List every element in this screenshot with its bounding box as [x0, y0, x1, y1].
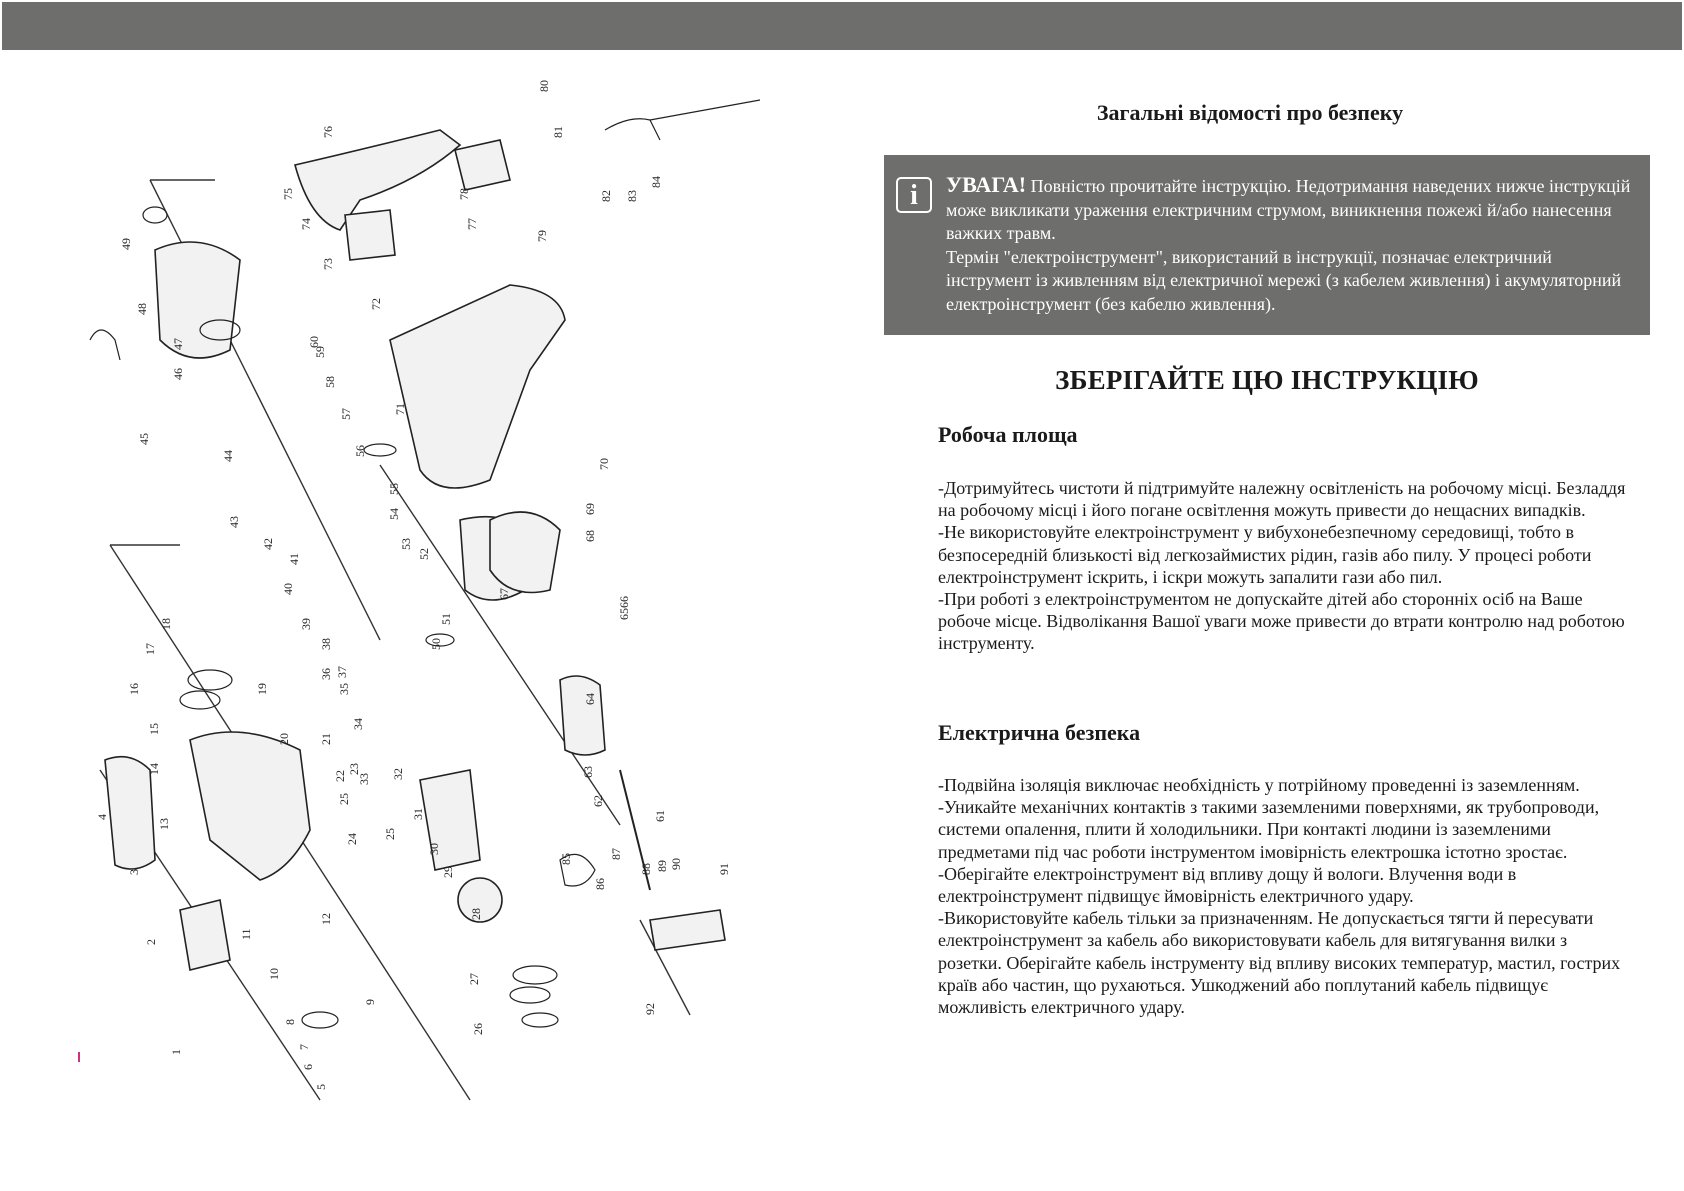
warning-label: УВАГА!	[946, 172, 1027, 197]
part-label: 91	[717, 863, 731, 875]
part-label: 37	[335, 666, 349, 678]
part-label: 42	[261, 538, 275, 550]
part-label: 86	[593, 878, 607, 890]
part-label: 34	[351, 718, 365, 730]
part-label: 4	[95, 814, 109, 820]
part-label: 60	[307, 336, 321, 348]
part-label: 56	[353, 445, 367, 457]
part-label: 78	[457, 188, 471, 200]
warning-text-1: Повністю прочитайте інструкцію. Недотримання наведених нижче інструкцій може викликати ураження електричним струмом, виникнення пожежі й/або нанесення важких травм.	[946, 176, 1631, 243]
part-label: 25	[383, 828, 397, 840]
part-label: 44	[221, 450, 235, 462]
part-label: 47	[171, 338, 185, 350]
part-label: 55	[387, 483, 401, 495]
part-label: 26	[471, 1023, 485, 1035]
part-label: 77	[465, 218, 479, 230]
paragraph: -Не використовуйте електроінструмент у вибухонебезпечному середовищі, тобто в безпосередній близькості від легкозаймистих рідин, газів або пилу. У процесі роботи електроінструмент іскрить, і іскри можуть запалити гази або пил.	[938, 522, 1592, 587]
part-label: 49	[119, 238, 133, 250]
electrical-safety-text	[938, 774, 1628, 1018]
part-label: 18	[159, 618, 173, 630]
paragraph: -Подвійна ізоляція виключає необхідність у потрійному проведенні із заземленням.	[938, 775, 1580, 795]
part-label: 5	[314, 1084, 328, 1090]
part-label: 28	[469, 908, 483, 920]
part-label: 43	[227, 516, 241, 528]
part-label: 30	[427, 843, 441, 855]
part-label: 33	[357, 773, 371, 785]
part-label: 25	[337, 793, 351, 805]
part-label: 35	[337, 683, 351, 695]
paragraph: -Дотримуйтесь чистоти й підтримуйте належну освітленість на робочому місці. Безладдя на робочому місці і його погане освітлення можуть привести до нещасних випадків.	[938, 478, 1626, 521]
part-label: 90	[669, 858, 683, 870]
header-bar	[2, 2, 1682, 50]
part-label: 92	[643, 1003, 657, 1015]
part-label: 7	[297, 1044, 311, 1050]
part-label: 69	[583, 503, 597, 515]
part-label: 64	[583, 693, 597, 705]
part-label: 11	[239, 928, 253, 940]
part-label: 13	[157, 818, 171, 830]
part-label: 14	[147, 763, 161, 775]
part-label: 80	[537, 80, 551, 92]
part-label: 79	[535, 230, 549, 242]
part-label: 54	[387, 508, 401, 520]
part-label: 12	[319, 913, 333, 925]
part-label: 73	[321, 258, 335, 270]
part-label: 61	[653, 810, 667, 822]
paragraph: -Оберігайте електроінструмент від впливу дощу й вологи. Влучення води в електроінструмент підвищує ймовірність електричного удару.	[938, 863, 1517, 907]
part-label: 85	[559, 853, 573, 865]
paragraph: -Уникайте механічних контактів з такими заземленими поверхнями, як трубопроводи, системи опалення, плити й холодильники. При контакті людини із заземленими предметами під час роботи інструментом імовірність електрошка істотно зростає.	[938, 797, 1600, 862]
page-mark	[78, 1052, 80, 1062]
paragraph: -Використовуйте кабель тільки за призначенням. Не допускається тягти й пересувати електроінструмент за кабель або використовувати кабель для витягування вилки з розетки. Оберігайте кабель інструменту від впливу високих температур, мастил, гострих країв або частин, що рухаються. Ушкоджений або поплутаний кабель підвищує можливість електричного удару.	[938, 908, 1621, 1018]
part-label: 66	[617, 596, 631, 608]
part-label: 40	[281, 583, 295, 595]
part-label: 8	[283, 1019, 297, 1025]
parts-diagram-svg	[60, 70, 780, 1110]
exploded-parts-diagram	[60, 70, 780, 1110]
part-label: 27	[467, 973, 481, 985]
part-label: 46	[171, 368, 185, 380]
part-label: 41	[287, 553, 301, 565]
work-area-text	[938, 477, 1628, 655]
part-label: 10	[267, 968, 281, 980]
part-label: 29	[441, 866, 455, 878]
part-label: 88	[639, 863, 653, 875]
part-label: 1	[169, 1049, 183, 1055]
part-label: 82	[599, 190, 613, 202]
part-label: 3	[127, 869, 141, 875]
warning-text-2: Термін "електроінструмент", використаний в інструкції, позначає електричний інструмент із живленням від електричної мережі (з кабелем живлення) і акумуляторний електроінструмент (без кабелю живлення).	[946, 246, 1622, 314]
part-label: 67	[497, 588, 511, 600]
part-label: 75	[281, 188, 295, 200]
part-label: 15	[147, 723, 161, 735]
part-label: 62	[591, 795, 605, 807]
part-label: 58	[323, 376, 337, 388]
part-label: 31	[411, 808, 425, 820]
part-label: 50	[429, 638, 443, 650]
part-label: 72	[369, 298, 383, 310]
part-label: 20	[277, 733, 291, 745]
part-label: 21	[319, 733, 333, 745]
part-label: 59	[313, 346, 327, 358]
part-label: 53	[399, 538, 413, 550]
part-label: 23	[347, 763, 361, 775]
part-label: 38	[319, 638, 333, 650]
part-label: 83	[625, 190, 639, 202]
part-label: 2	[144, 939, 158, 945]
part-label: 16	[127, 683, 141, 695]
section-title-general-safety: Загальні відомості про безпеку	[1096, 100, 1404, 125]
part-label: 32	[391, 768, 405, 780]
heading-electrical-safety: Електрична безпека	[938, 720, 1141, 745]
part-label: 57	[339, 408, 353, 420]
part-label: 36	[319, 668, 333, 680]
warning-text	[946, 173, 1636, 316]
heading-work-area: Робоча площа	[938, 422, 1078, 447]
part-label: 68	[583, 530, 597, 542]
part-label: 81	[551, 126, 565, 138]
part-label: 22	[333, 770, 347, 782]
part-label: 6	[301, 1064, 315, 1070]
part-label: 39	[299, 618, 313, 630]
paragraph: -При роботі з електроінструментом не допускайте дітей або сторонніх осіб на Ваше робоче місце. Відволікання Вашої уваги може привести до втрати контролю над роботою інструменту.	[938, 589, 1625, 654]
part-label: 70	[597, 458, 611, 470]
part-label: 24	[345, 833, 359, 845]
part-label: 52	[417, 548, 431, 560]
info-icon: i	[896, 177, 932, 213]
part-label: 51	[439, 613, 453, 625]
part-label: 19	[255, 683, 269, 695]
part-label: 84	[649, 176, 663, 188]
part-label: 65	[617, 608, 631, 620]
part-label: 76	[321, 126, 335, 138]
part-label: 17	[143, 643, 157, 655]
part-label: 48	[135, 303, 149, 315]
part-label: 9	[363, 999, 377, 1005]
save-instructions-title: ЗБЕРІГАЙТЕ ЦЮ ІНСТРУКЦІЮ	[1055, 365, 1479, 395]
part-label: 71	[393, 403, 407, 415]
part-label: 89	[655, 860, 669, 872]
warning-box	[884, 155, 1650, 335]
part-label: 87	[609, 848, 623, 860]
part-label: 74	[299, 218, 313, 230]
part-label: 63	[581, 766, 595, 778]
part-label: 45	[137, 433, 151, 445]
